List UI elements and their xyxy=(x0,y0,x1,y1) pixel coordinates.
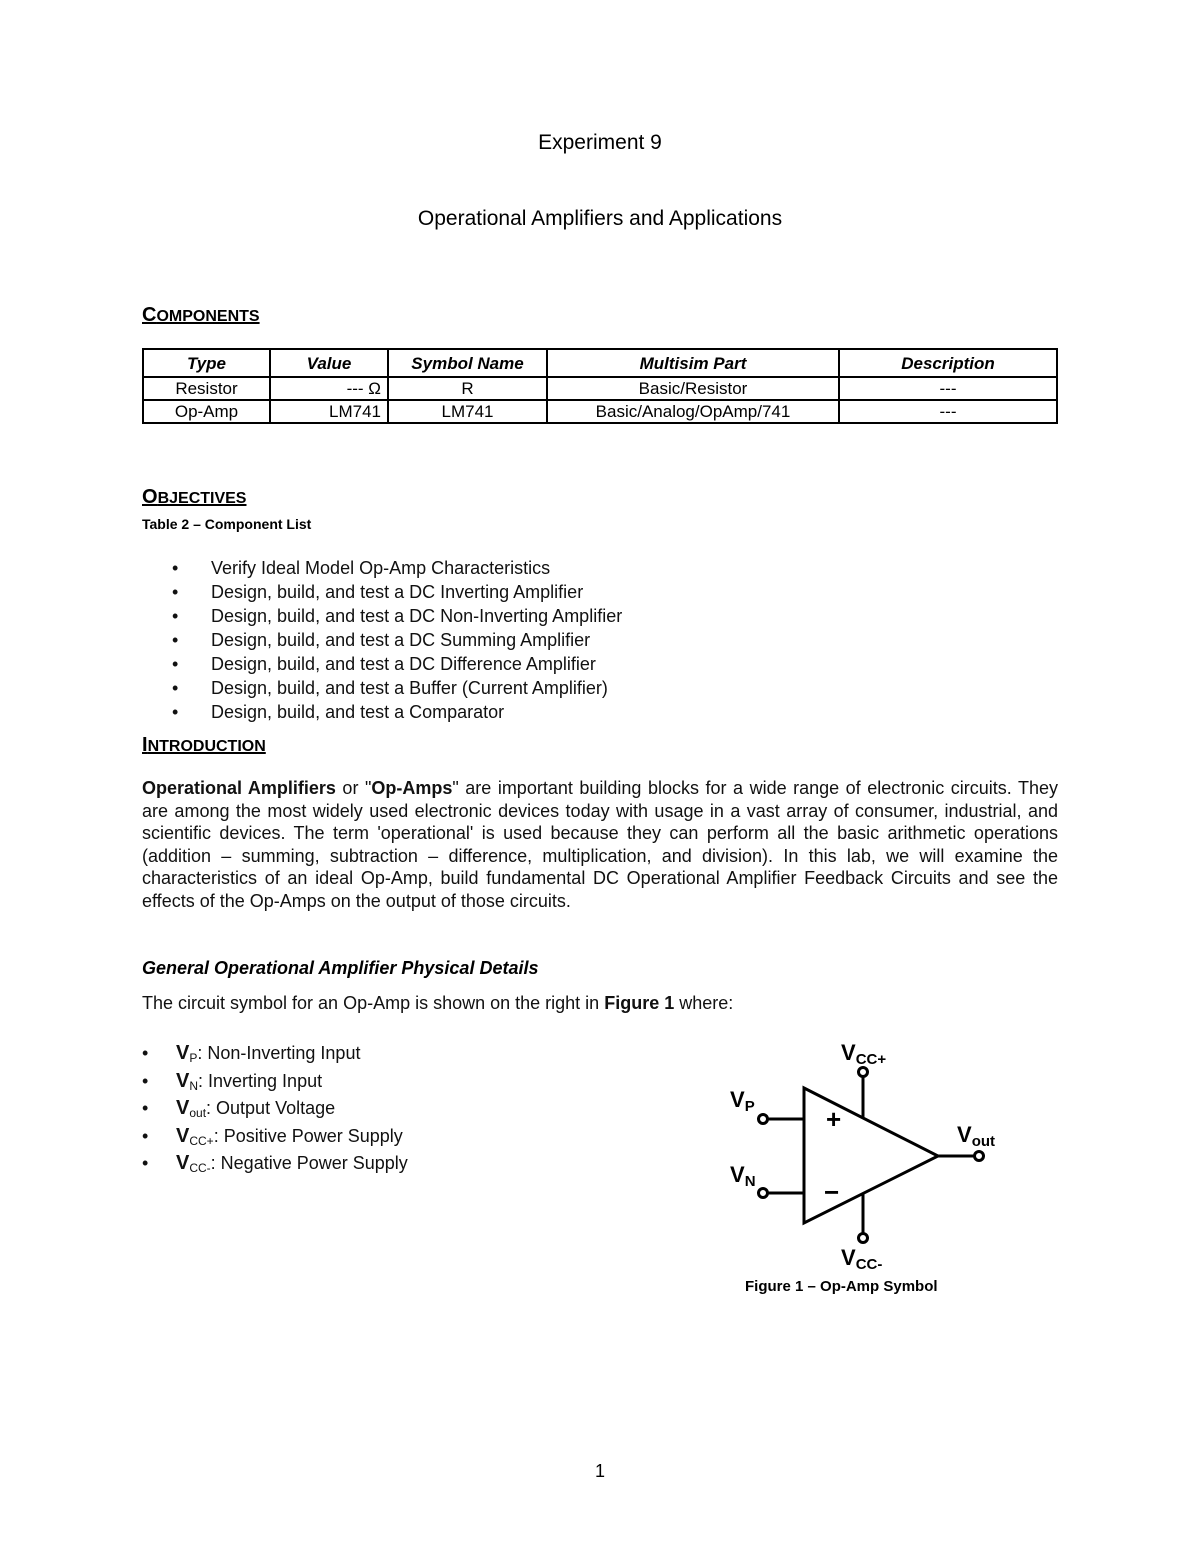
cell: Op-Amp xyxy=(143,400,270,423)
vcc-plus-sub: CC+ xyxy=(855,1051,887,1068)
list-item: • Design, build, and test a DC Summing Amplifier xyxy=(142,628,622,652)
pin-desc: : Positive Power Supply xyxy=(213,1125,403,1146)
objectives-heading xyxy=(142,486,246,509)
vout-v: V xyxy=(957,1122,972,1147)
list-item: • Design, build, and test a DC Inverting Amplifier xyxy=(142,580,622,604)
vn-sub: N xyxy=(744,1173,756,1190)
col-type: Type xyxy=(143,349,270,377)
list-item xyxy=(142,1040,408,1068)
introduction-paragraph xyxy=(142,777,1058,913)
intro-body: " are important building blocks for a wide range of electronic circuits. They are among the most widely used electronic devices today with usage in a vast array of consumer, industrial, and scientific devices. The term 'operational' is used because they can perform all the basic arithmetic operations (addition – summing, subtraction – difference, multiplication, and division). In this lab, we will examine the characteristics of an ideal Op-Amp, build fundamental DC Operational Amplifier Feedback Circuits and see the effects of the Op-Amps on the output of those circuits. xyxy=(142,778,1058,911)
para-pre: The circuit symbol for an Op-Amp is shown on the right in xyxy=(142,993,605,1013)
list-item: • Design, build, and test a DC Non-Inverting Amplifier xyxy=(142,604,622,628)
op-amp-symbol-figure xyxy=(720,1030,1020,1275)
components-heading-first: C xyxy=(142,304,157,326)
pin-sub: out xyxy=(189,1106,207,1120)
objectives-list xyxy=(142,556,622,724)
pin-list xyxy=(142,1040,408,1178)
vp-terminal xyxy=(759,1115,768,1124)
minus-sign: − xyxy=(824,1177,840,1207)
page-number: 1 xyxy=(594,1461,605,1481)
col-description: Description xyxy=(839,349,1057,377)
vcc-plus-terminal xyxy=(859,1068,868,1077)
list-item: • Design, build, and test a Comparator xyxy=(142,700,622,724)
component-table xyxy=(142,348,1058,424)
cell: LM741 xyxy=(270,400,388,423)
intro-or: or " xyxy=(335,778,372,798)
table-row xyxy=(143,400,1057,423)
pin-desc: : Negative Power Supply xyxy=(210,1153,408,1173)
list-item xyxy=(142,1150,408,1178)
pin-desc: : Output Voltage xyxy=(206,1098,336,1118)
table-row xyxy=(143,377,1057,400)
components-heading xyxy=(142,304,260,327)
pin-sub: P xyxy=(189,1051,198,1065)
vp-label xyxy=(730,1087,755,1115)
symbol-paragraph xyxy=(142,993,733,1014)
list-item xyxy=(142,1095,408,1123)
figure-reference: Figure 1 xyxy=(604,993,675,1013)
list-item: • Verify Ideal Model Op-Amp Characteristics xyxy=(142,556,622,580)
term-op-amps: Op-Amps xyxy=(371,778,453,798)
pin-desc: : Non-Inverting Input xyxy=(197,1043,361,1063)
vcc-minus-terminal xyxy=(859,1234,868,1243)
list-item xyxy=(142,1123,408,1151)
cell: --- Ω xyxy=(270,377,388,400)
vcc-minus-v: V xyxy=(841,1245,856,1270)
cell: Basic/Analog/OpAmp/741 xyxy=(547,400,839,423)
cell: R xyxy=(388,377,547,400)
vp-sub: P xyxy=(744,1098,755,1115)
col-value: Value xyxy=(270,349,388,377)
vcc-plus-label xyxy=(841,1040,886,1068)
vcc-minus-label xyxy=(841,1245,882,1273)
vout-terminal xyxy=(975,1152,984,1161)
list-item: • Design, build, and test a DC Difference Amplifier xyxy=(142,652,622,676)
components-heading-rest: OMPONENTS xyxy=(156,308,260,325)
vcc-plus-v: V xyxy=(841,1040,856,1065)
vn-terminal xyxy=(759,1189,768,1198)
objectives-heading-rest: BJECTIVES xyxy=(157,490,247,507)
vcc-minus-sub: CC- xyxy=(855,1256,883,1273)
plus-sign: + xyxy=(826,1104,842,1134)
cell: Basic/Resistor xyxy=(547,377,839,400)
table-header-row xyxy=(143,349,1057,377)
list-item xyxy=(142,1068,408,1096)
vn-label xyxy=(730,1162,756,1190)
figure-caption: Figure 1 – Op-Amp Symbol xyxy=(745,1278,938,1295)
experiment-number: Experiment 9 xyxy=(538,131,662,154)
col-symbol-name: Symbol Name xyxy=(388,349,547,377)
pin-sub: CC+ xyxy=(189,1133,214,1148)
pin-v: V xyxy=(176,1097,190,1119)
pin-v: V xyxy=(176,1069,190,1092)
introduction-heading-rest: NTRODUCTION xyxy=(147,738,266,755)
physical-details-subheading: General Operational Amplifier Physical Details xyxy=(142,958,539,978)
pin-v: V xyxy=(176,1042,190,1064)
list-item: • Design, build, and test a Buffer (Current Amplifier) xyxy=(142,676,622,700)
vp-v: V xyxy=(730,1087,745,1112)
vout-sub: out xyxy=(971,1133,996,1150)
cell: --- xyxy=(839,377,1057,400)
pin-sub: N xyxy=(189,1078,199,1093)
para-post: where: xyxy=(674,993,734,1013)
pin-desc: : Inverting Input xyxy=(198,1070,323,1091)
pin-v: V xyxy=(176,1124,190,1147)
cell: --- xyxy=(839,400,1057,423)
vout-label xyxy=(957,1122,995,1150)
introduction-heading-first: I xyxy=(142,734,148,756)
page-title: Operational Amplifiers and Applications xyxy=(417,207,783,230)
term-operational-amplifiers: Operational Amplifiers xyxy=(142,778,336,798)
vn-v: V xyxy=(730,1162,745,1187)
cell: LM741 xyxy=(388,400,547,423)
table-caption: Table 2 – Component List xyxy=(142,516,312,532)
pin-v: V xyxy=(176,1152,190,1174)
col-multisim-part: Multisim Part xyxy=(547,349,839,377)
introduction-heading xyxy=(142,734,266,757)
cell: Resistor xyxy=(143,377,270,400)
pin-sub: CC- xyxy=(189,1161,211,1175)
objectives-heading-first: O xyxy=(142,486,158,508)
